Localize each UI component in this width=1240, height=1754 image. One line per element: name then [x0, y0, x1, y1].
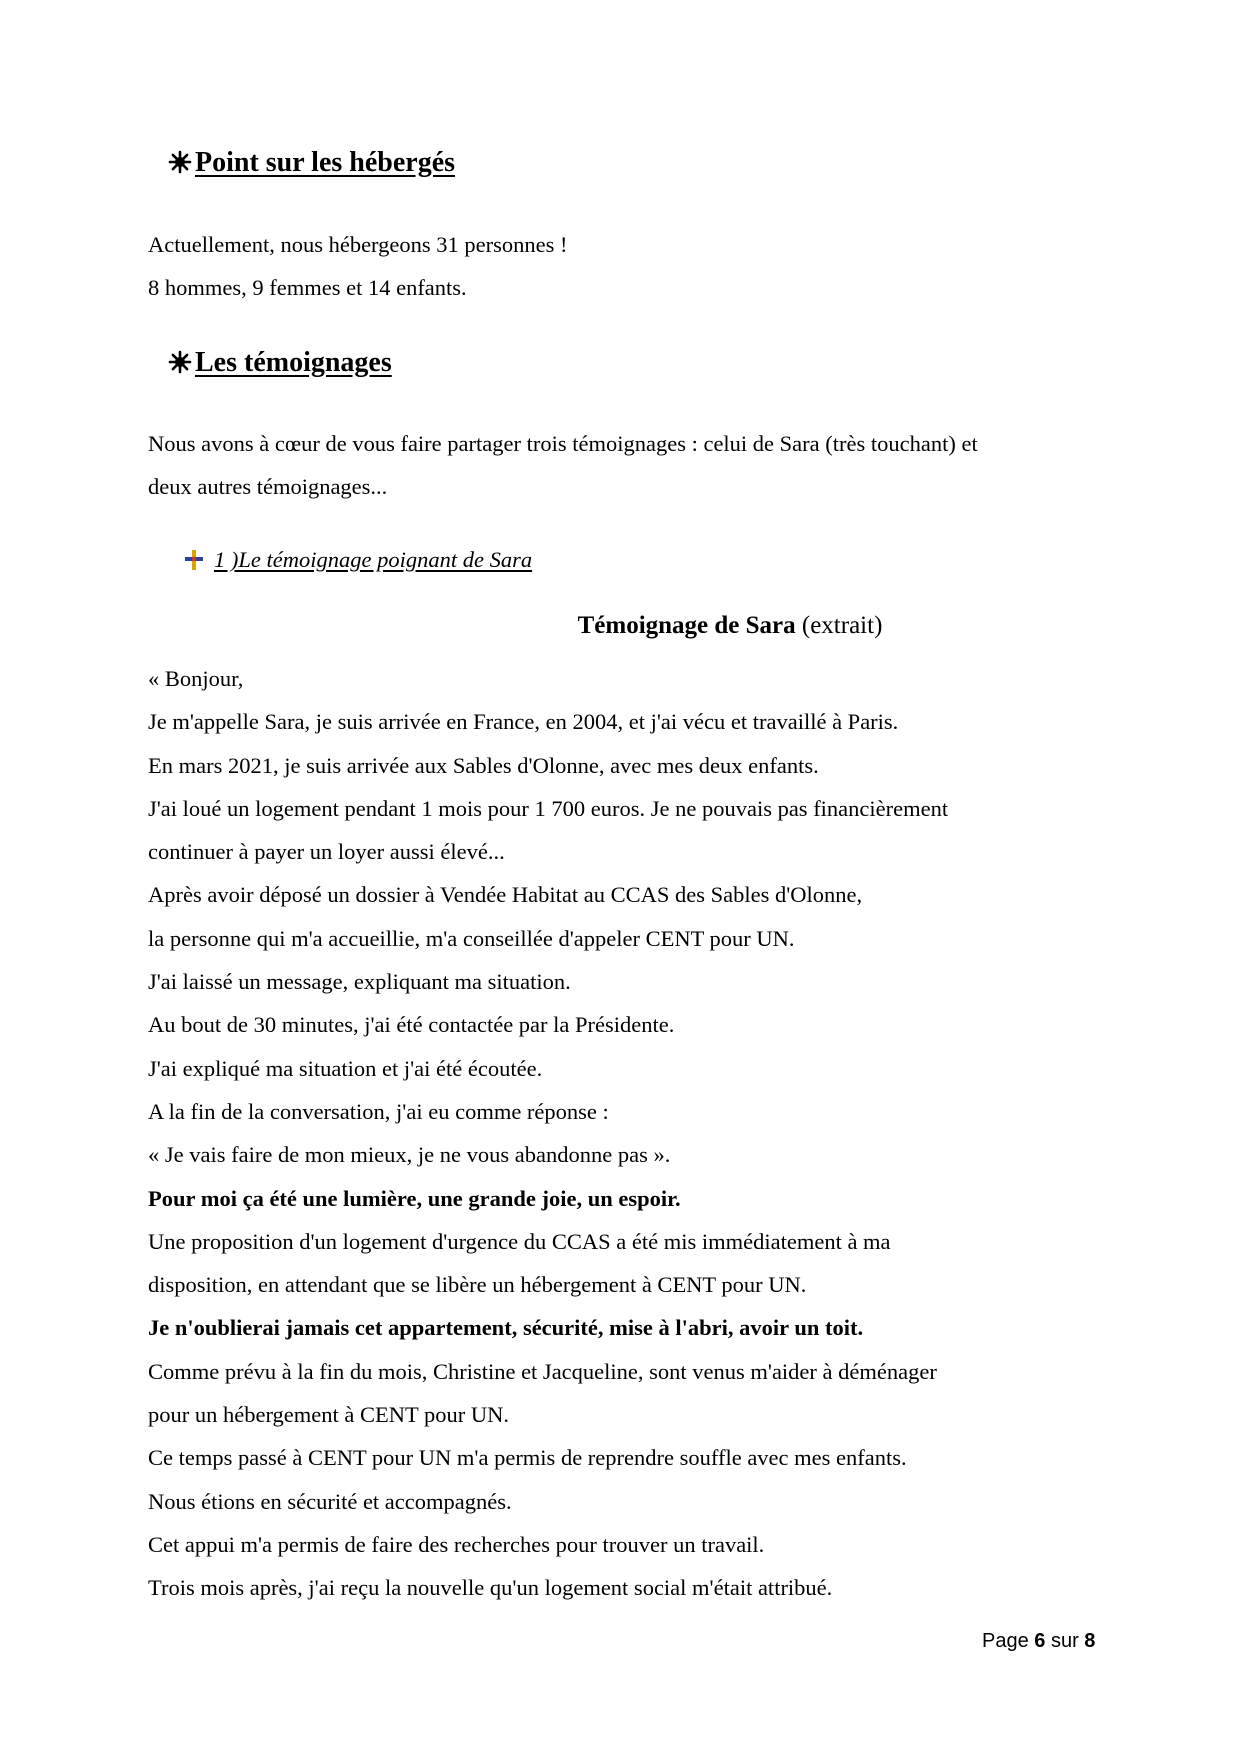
- testimony-line: Je m'appelle Sara, je suis arrivée en France, en 2004, et j'ai vécu et travaillé à Paris.: [148, 709, 899, 735]
- testimony-line: Ce temps passé à CENT pour UN m'a permis de reprendre souffle avec mes enfants.: [148, 1445, 907, 1471]
- page-number: [982, 1630, 1095, 1653]
- testimony-line: disposition, en attendant que se libère un hébergement à CENT pour UN.: [148, 1272, 807, 1298]
- testimony-body: [148, 657, 1108, 1610]
- text-line: deux autres témoignages...: [148, 474, 388, 500]
- testimony-line: J'ai loué un logement pendant 1 mois pour 1 700 euros. Je ne pouvais pas financièrement: [148, 795, 949, 821]
- testimony-title: [0, 612, 1240, 640]
- text-line: Actuellement, nous hébergeons 31 personnes !: [148, 232, 568, 257]
- temoignages-intro-paragraph: [148, 422, 1108, 509]
- testimony-line-emphasis: Pour moi ça été une lumière, une grande joie, un espoir.: [148, 1185, 681, 1211]
- text-line: Nous avons à cœur de vous faire partager trois témoignages : celui de Sara (très touchant) et: [148, 431, 978, 456]
- subsection-item-sara: [184, 547, 532, 573]
- testimony-line: Après avoir déposé un dossier à Vendée Habitat au CCAS des Sables d'Olonne,: [148, 882, 863, 908]
- testimony-line: J'ai laissé un message, expliquant ma situation.: [148, 969, 571, 995]
- heberges-paragraph: [148, 223, 1108, 310]
- testimony-line: A la fin de la conversation, j'ai eu comme réponse :: [148, 1098, 609, 1124]
- testimony-line: J'ai expliqué ma situation et j'ai été écoutée.: [148, 1055, 543, 1081]
- testimony-line: pour un hébergement à CENT pour UN.: [148, 1402, 509, 1428]
- heading-text: Les témoignages: [195, 347, 392, 378]
- testimony-line: Nous étions en sécurité et accompagnés.: [148, 1488, 512, 1514]
- testimony-title-suffix: (extrait): [795, 612, 883, 639]
- page-number-prefix: Page: [982, 1630, 1035, 1652]
- star-bullet-icon: [168, 150, 192, 174]
- text-line: 8 hommes, 9 femmes et 14 enfants.: [148, 275, 467, 301]
- testimony-line: Trois mois après, j'ai reçu la nouvelle qu'un logement social m'était attribué.: [148, 1575, 833, 1601]
- section-heading-heberges: [168, 147, 455, 179]
- testimony-line: Au bout de 30 minutes, j'ai été contactée par la Présidente.: [148, 1012, 675, 1038]
- testimony-line-emphasis: Je n'oublierai jamais cet appartement, sécurité, mise à l'abri, avoir un toit.: [148, 1315, 864, 1341]
- heading-text: Point sur les hébergés: [195, 147, 456, 178]
- cross-bullet-icon: [184, 549, 204, 571]
- page-number-middle: sur: [1045, 1630, 1085, 1652]
- testimony-line: Une proposition d'un logement d'urgence du CCAS a été mis immédiatement à ma: [148, 1228, 891, 1254]
- section-heading-temoignages: [168, 347, 392, 379]
- testimony-line: En mars 2021, je suis arrivée aux Sables d'Olonne, avec mes deux enfants.: [148, 752, 819, 778]
- testimony-line: la personne qui m'a accueillie, m'a conseillée d'appeler CENT pour UN.: [148, 925, 795, 951]
- page-number-current: 6: [1034, 1630, 1046, 1652]
- testimony-line: Comme prévu à la fin du mois, Christine et Jacqueline, sont venus m'aider à déménager: [148, 1358, 937, 1384]
- testimony-line: Cet appui m'a permis de faire des recherches pour trouver un travail.: [148, 1531, 765, 1557]
- testimony-line: « Bonjour,: [148, 666, 244, 691]
- page-number-total: 8: [1084, 1630, 1096, 1652]
- testimony-title-main: Témoignage de Sara: [577, 612, 796, 639]
- subsection-label: 1 )Le témoignage poignant de Sara: [214, 547, 533, 572]
- star-bullet-icon: [168, 350, 192, 374]
- testimony-line: continuer à payer un loyer aussi élevé...: [148, 839, 505, 865]
- testimony-line: « Je vais faire de mon mieux, je ne vous abandonne pas ».: [148, 1142, 671, 1168]
